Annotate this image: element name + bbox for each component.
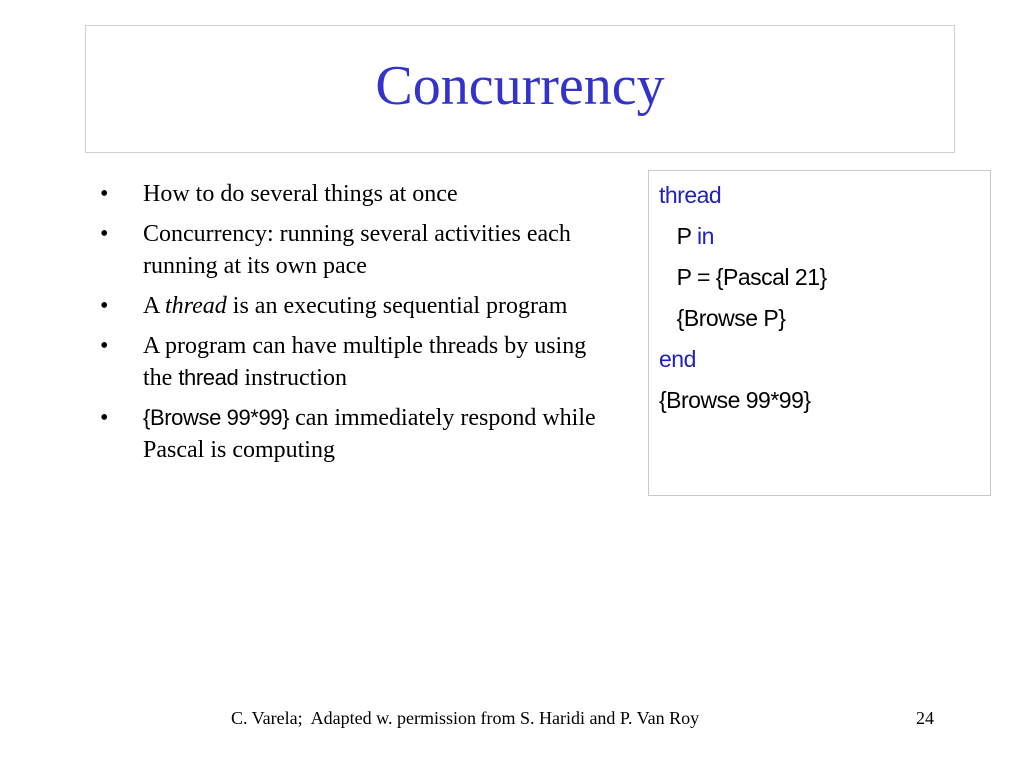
code-text: P bbox=[676, 223, 697, 249]
bullet-item bbox=[100, 290, 620, 322]
code-text: {Browse P} bbox=[676, 305, 786, 331]
bullet-inline-code: {Browse 99*99} bbox=[143, 405, 290, 430]
title-box bbox=[85, 25, 955, 153]
code-keyword: end bbox=[659, 346, 696, 372]
bullet-mark: • bbox=[100, 405, 109, 431]
bullet-inline-code: thread bbox=[178, 365, 239, 390]
bullet-text: How to do several things at once bbox=[143, 181, 458, 207]
code-text: P = {Pascal 21} bbox=[676, 264, 827, 290]
code-line bbox=[659, 304, 980, 345]
bullet-mark: • bbox=[100, 333, 109, 359]
bullet-item bbox=[100, 178, 620, 210]
bullet-mark: • bbox=[100, 293, 109, 319]
code-line bbox=[659, 386, 980, 427]
bullet-text-suffix: can immediately respond while Pascal is computing bbox=[143, 405, 596, 463]
code-line bbox=[659, 181, 980, 222]
bullet-item bbox=[100, 402, 620, 466]
code-text: {Browse 99*99} bbox=[659, 387, 811, 413]
bullet-text-prefix: A bbox=[143, 293, 166, 319]
bullet-text: Concurrency: running several activities each running at its own pace bbox=[143, 221, 571, 279]
code-indent bbox=[659, 264, 677, 290]
bullet-text-suffix: is an executing sequential program bbox=[226, 293, 568, 319]
code-indent bbox=[659, 305, 677, 331]
bullet-item bbox=[100, 330, 620, 394]
code-indent bbox=[659, 223, 677, 249]
bullet-item bbox=[100, 218, 620, 282]
bullet-list bbox=[100, 178, 620, 474]
code-keyword: in bbox=[697, 223, 714, 249]
bullet-emphasis: thread bbox=[165, 293, 227, 319]
page-number: 24 bbox=[916, 708, 934, 728]
code-line bbox=[659, 263, 980, 304]
bullet-mark: • bbox=[100, 221, 109, 247]
bullet-mark: • bbox=[100, 181, 109, 207]
slide-title: Concurrency bbox=[375, 55, 665, 117]
footer-credit: C. Varela; Adapted w. permission from S. Haridi and P. Van Roy bbox=[231, 708, 700, 728]
bullet-text-suffix: instruction bbox=[238, 365, 347, 391]
code-keyword: thread bbox=[659, 182, 722, 208]
code-line bbox=[659, 345, 980, 386]
bullet-text-prefix: A program can have multiple threads by using the bbox=[143, 333, 587, 391]
code-line bbox=[659, 222, 980, 263]
code-example-box bbox=[648, 170, 991, 496]
